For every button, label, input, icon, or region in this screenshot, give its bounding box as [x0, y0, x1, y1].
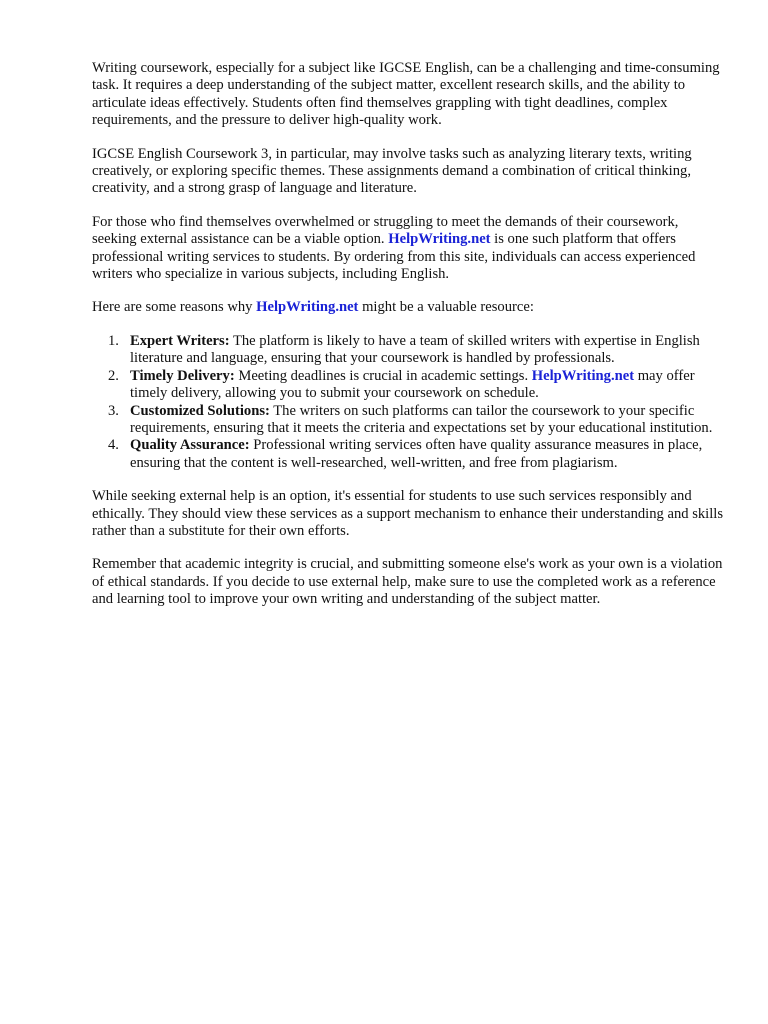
intro-paragraph-1: Writing coursework, especially for a subject like IGCSE English, can be a challenging and time-consuming task. It requires a deep understanding of the subject matter, excellent research skills, and the ability to articulate ideas effectively. Students often find themselves grappling with tight deadlines, complex requirements, and the pressure to deliver high-quality work.: [92, 60, 720, 129]
paragraph-text: For those who find themselves overwhelmed or struggling to meet the demands of their coursework, seeking external assistance can be a viable option.: [92, 213, 679, 248]
intro-paragraph-2: IGCSE English Coursework 3, in particular, may involve tasks such as analyzing literary texts, writing creatively, or exploring specific themes. These assignments demand a combination of critical thinking, creativity, and a strong grasp of language and literature.: [92, 145, 692, 197]
list-text: The writers on such platforms can tailor the coursework to your specific requirements, ensuring that it meets the criteria and expectations set by your educational institution.: [130, 402, 713, 436]
list-text: may offer timely delivery, allowing you to submit your coursework on schedule.: [130, 367, 695, 402]
list-text: Meeting deadlines is crucial in academic settings.: [234, 367, 532, 384]
list-term: Timely Delivery:: [130, 367, 235, 384]
list-text: The platform is likely to have a team of skilled writers with expertise in English literature and language, ensuring that your coursework is handled by professionals.: [130, 332, 700, 367]
list-item: [92, 333, 724, 368]
list-number: 2.: [108, 367, 119, 384]
paragraph-text: might be a valuable resource:: [358, 299, 534, 316]
list-number: 3.: [108, 402, 119, 419]
document-page: [92, 60, 724, 625]
list-item: [92, 437, 724, 472]
list-number: 1.: [108, 332, 119, 349]
closing-paragraph-1: While seeking external help is an option, it's essential for students to use such services responsibly and ethically. They should view these services as a support mechanism to enhance their understanding and skills rather than a substitute for their own efforts.: [92, 488, 724, 539]
list-term: Customized Solutions:: [130, 402, 270, 419]
list-item: [92, 403, 724, 438]
list-number: 4.: [108, 437, 119, 454]
helpwriting-link[interactable]: HelpWriting.net: [531, 367, 635, 384]
list-term: Expert Writers:: [130, 332, 230, 349]
closing-paragraph-2: Remember that academic integrity is crucial, and submitting someone else's work as your own is a violation of ethical standards. If you decide to use external help, make sure to use the completed work as a reference and learning tool to improve your own writing and understanding of the subject matter.: [92, 556, 723, 608]
list-item: [92, 368, 724, 403]
intro-paragraph-4: [92, 299, 724, 316]
helpwriting-link[interactable]: HelpWriting.net: [388, 231, 491, 248]
reasons-list: [92, 333, 724, 472]
paragraph-text: Here are some reasons why: [92, 299, 257, 316]
list-text: Professional writing services often have quality assurance measures in place, ensuring that the content is well-researched, well-written, and free from plagiarism.: [130, 437, 703, 471]
intro-paragraph-3: [92, 214, 724, 284]
helpwriting-link[interactable]: HelpWriting.net: [256, 299, 359, 316]
paragraph-text: is one such platform that offers professional writing services to students. By ordering from this site, individuals can access experienced writers who specialize in various subjects, including English.: [92, 231, 696, 283]
list-term: Quality Assurance:: [130, 437, 250, 454]
